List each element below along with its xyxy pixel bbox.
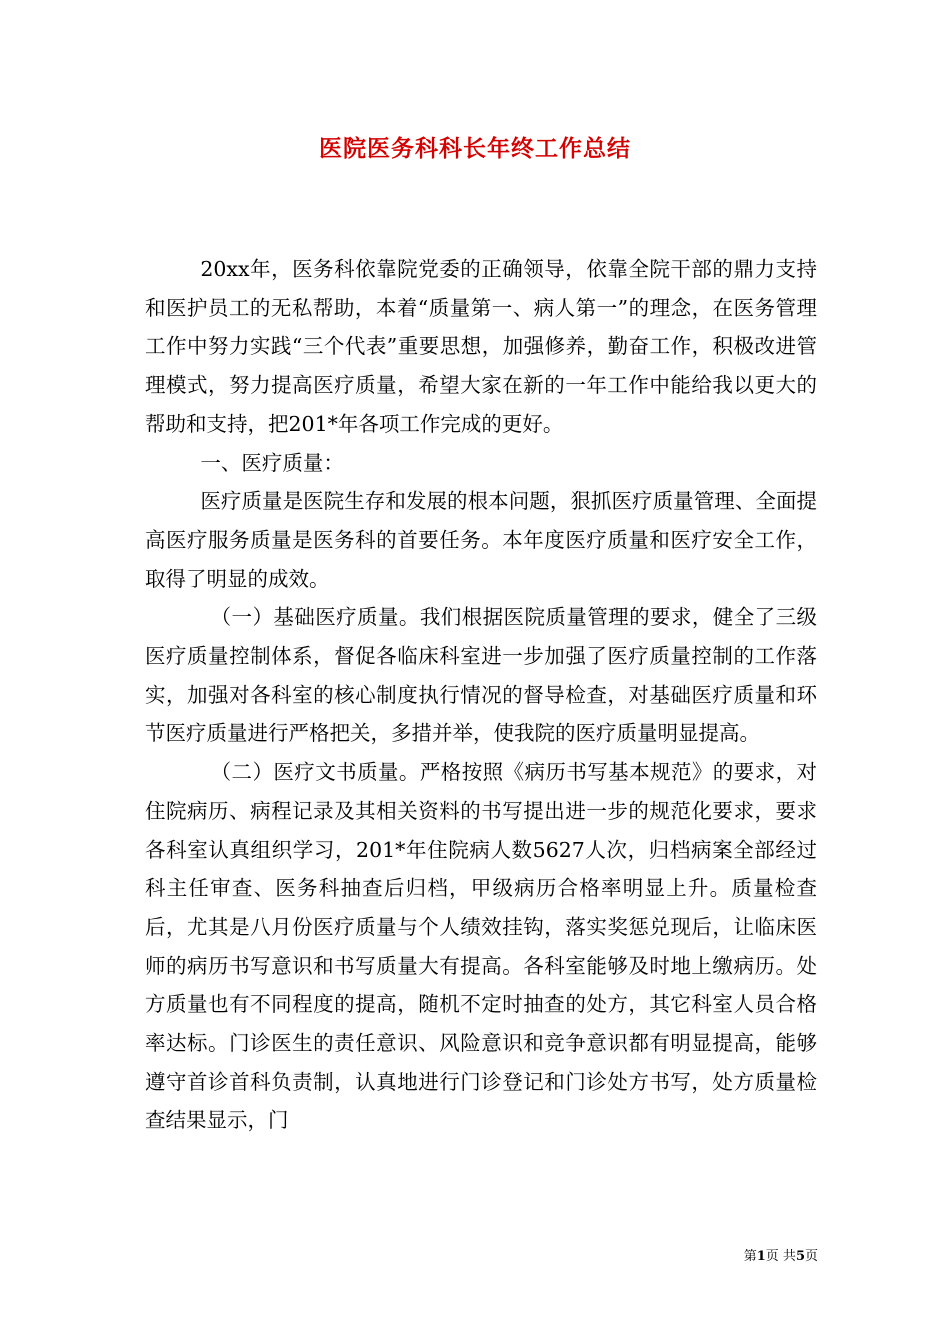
footer-middle: 页 共 bbox=[765, 1249, 796, 1264]
document-body bbox=[145, 250, 817, 1140]
document-title: 医院医务科科长年终工作总结 bbox=[319, 136, 631, 162]
paragraph-basic-medical-quality: （一）基础医疗质量。我们根据医院质量管理的要求，健全了三级医疗质量控制体系，督促各临床科室进一步加强了医疗质量控制的工作落实，加强对各科室的核心制度执行情况的督导检查，对基础医疗质量和环节医疗质量进行严格把关，多措并举，使我院的医疗质量明显提高。 bbox=[145, 605, 817, 746]
footer-prefix: 第 bbox=[743, 1249, 757, 1264]
footer-suffix: 页 bbox=[804, 1249, 818, 1264]
paragraph-medical-document-quality: （二）医疗文书质量。严格按照《病历书写基本规范》的要求，对住院病历、病程记录及其相关资料的书写提出进一步的规范化要求，要求各科室认真组织学习，201*年住院病人数5627人次，归档病案全部经过科主任审查、医务科抽查后归档，甲级病历合格率明显上升。质量检查后，尤其是八月份医疗质量与个人绩效挂钩，落实奖惩兑现后，让临床医师的病历书写意识和书写质量大有提高。各科室能够及时地上缴病历。处方质量也有不同程度的提高，随机不定时抽查的处方，其它科室人员合格率达标。门诊医生的责任意识、风险意识和竞争意识都有明显提高，能够遵守首诊首科负责制，认真地进行门诊登记和门诊处方书写，处方质量检查结果显示，门 bbox=[145, 760, 817, 1133]
page-number-footer bbox=[744, 1248, 818, 1266]
section-heading-medical-quality: 一、医疗质量： bbox=[200, 450, 344, 475]
footer-current-page: 1 bbox=[756, 1249, 766, 1264]
footer-total-pages: 5 bbox=[795, 1249, 805, 1264]
paragraph-medical-quality: 医疗质量是医院生存和发展的根本问题，狠抓医疗质量管理、全面提高医疗服务质量是医务科的首要任务。本年度医疗质量和医疗安全工作，取得了明显的成效。 bbox=[145, 489, 817, 591]
paragraph-intro: 20xx年，医务科依靠院党委的正确领导，依靠全院干部的鼎力支持和医护员工的无私帮助，本着“质量第一、病人第一”的理念，在医务管理工作中努力实践“三个代表”重要思想，加强修养，勤奋工作，积极改进管理模式，努力提高医疗质量，希望大家在新的一年工作中能给我以更大的帮助和支持，把201*年各项工作完成的更好。 bbox=[145, 257, 817, 436]
